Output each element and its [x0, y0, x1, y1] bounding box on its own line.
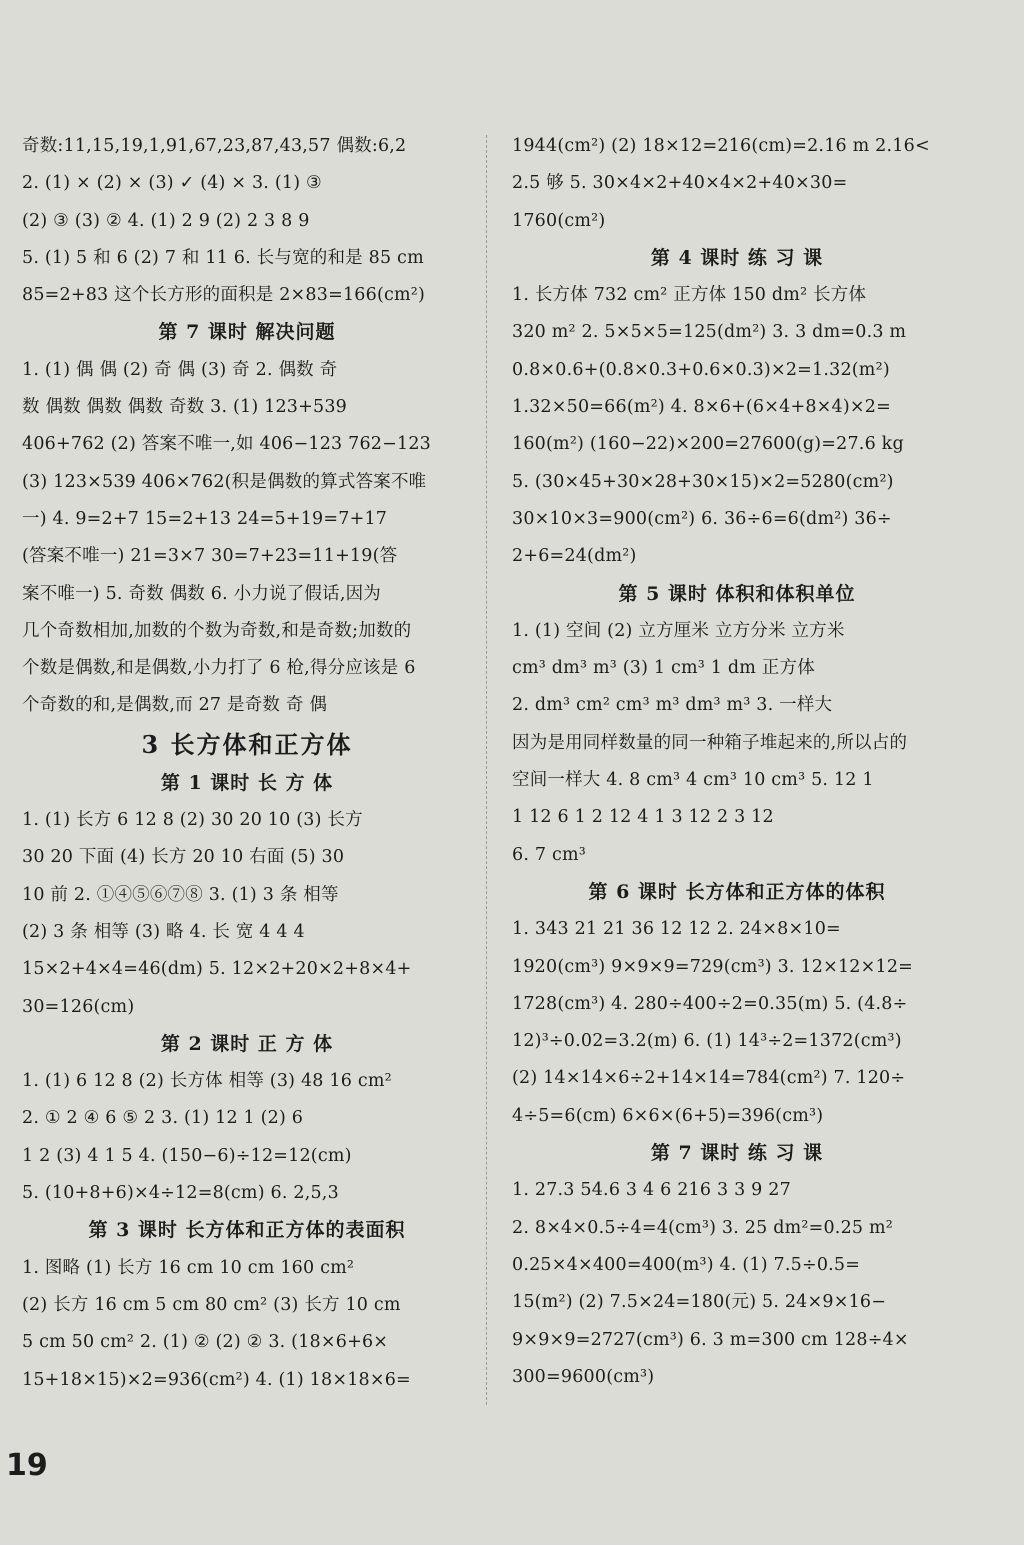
answer-line: (2) 3 条 相等 (3) 略 4. 长 宽 4 4 4: [22, 921, 305, 942]
answer-line: 5 cm 50 cm² 2. (1) ② (2) ② 3. (18×6+6×: [22, 1332, 389, 1353]
answer-line: 1. 343 21 21 36 12 12 2. 24×8×10=: [512, 919, 841, 940]
answer-line: 5. (30×45+30×28+30×15)×2=5280(cm²): [512, 471, 894, 492]
answer-line: 空间一样大 4. 8 cm³ 4 cm³ 10 cm³ 5. 12 1: [512, 770, 874, 791]
right-column: [512, 128, 962, 1396]
answer-line: 1. (1) 6 12 8 (2) 长方体 相等 (3) 48 16 cm²: [22, 1071, 392, 1092]
answer-line: 2. (1) × (2) × (3) ✓ (4) × 3. (1) ③: [22, 173, 322, 194]
answer-line: 15+18×15)×2=936(cm²) 4. (1) 18×18×6=: [22, 1369, 411, 1390]
answer-line: 0.25×4×400=400(m³) 4. (1) 7.5÷0.5=: [512, 1254, 861, 1275]
answer-line: 1. (1) 偶 偶 (2) 奇 偶 (3) 奇 2. 偶数 奇: [22, 359, 338, 380]
answer-line: 30=126(cm): [22, 996, 135, 1017]
answer-line: cm³ dm³ m³ (3) 1 cm³ 1 dm 正方体: [512, 658, 815, 679]
lesson-heading: 第 5 课时 体积和体积单位: [618, 582, 856, 605]
page-number: 19: [6, 1448, 48, 1483]
answer-line: 12)³÷0.02=3.2(m) 6. (1) 14³÷2=1372(cm³): [512, 1031, 902, 1052]
lesson-heading: 第 7 课时 解决问题: [158, 321, 336, 344]
answer-line: 10 前 2. ①④⑤⑥⑦⑧ 3. (1) 3 条 相等: [22, 884, 339, 905]
answer-line: 1 2 (3) 4 1 5 4. (150−6)÷12=12(cm): [22, 1145, 352, 1166]
left-column: [22, 128, 472, 1399]
answer-line: 奇数:11,15,19,1,91,67,23,87,43,57 偶数:6,2: [22, 136, 407, 156]
answer-line: 15(m²) (2) 7.5×24=180(元) 5. 24×9×16−: [512, 1292, 887, 1313]
answer-line: 5. (10+8+6)×4÷12=8(cm) 6. 2,5,3: [22, 1183, 339, 1204]
answer-line: 1. 长方体 732 cm² 正方体 150 dm² 长方体: [512, 285, 867, 306]
answer-line: 30 20 下面 (4) 长方 20 10 右面 (5) 30: [22, 847, 345, 868]
answer-line: 1. (1) 空间 (2) 立方厘米 立方分米 立方米: [512, 620, 845, 641]
lesson-heading: 第 2 课时 正 方 体: [160, 1032, 334, 1055]
answer-line: 1.32×50=66(m²) 4. 8×6+(6×4+8×4)×2=: [512, 397, 891, 418]
lesson-heading: 第 1 课时 长 方 体: [160, 771, 334, 794]
lesson-heading: 第 6 课时 长方体和正方体的体积: [588, 880, 886, 903]
answer-line: 2+6=24(dm²): [512, 546, 637, 567]
answer-line: 2. 8×4×0.5÷4=4(cm³) 3. 25 dm²=0.25 m²: [512, 1217, 894, 1238]
answer-line: 1. 图略 (1) 长方 16 cm 10 cm 160 cm²: [22, 1257, 355, 1278]
answer-line: (2) 长方 16 cm 5 cm 80 cm² (3) 长方 10 cm: [22, 1294, 401, 1315]
column-divider: [486, 135, 487, 1405]
answer-line: 1944(cm²) (2) 18×12=216(cm)=2.16 m 2.16<: [512, 136, 930, 156]
answer-line: 5. (1) 5 和 6 (2) 7 和 11 6. 长与宽的和是 85 cm: [22, 247, 424, 268]
answer-line: 0.8×0.6+(0.8×0.3+0.6×0.3)×2=1.32(m²): [512, 359, 890, 380]
answer-line: 320 m² 2. 5×5×5=125(dm²) 3. 3 dm=0.3 m: [512, 322, 907, 343]
answer-line: 个数是偶数,和是偶数,小力打了 6 枪,得分应该是 6: [22, 658, 416, 679]
answer-line: 160(m²) (160−22)×200=27600(g)=27.6 kg: [512, 434, 904, 455]
answer-line: 2.5 够 5. 30×4×2+40×4×2+40×30=: [512, 173, 848, 194]
answer-line: 1920(cm³) 9×9×9=729(cm³) 3. 12×12×12=: [512, 956, 914, 977]
answer-line: 1. 27.3 54.6 3 4 6 216 3 3 9 27: [512, 1180, 791, 1201]
answer-line: 数 偶数 偶数 偶数 奇数 3. (1) 123+539: [22, 397, 347, 418]
answer-line: (2) 14×14×6÷2+14×14=784(cm²) 7. 120÷: [512, 1068, 906, 1089]
answer-line: 406+762 (2) 答案不唯一,如 406−123 762−123: [22, 434, 432, 455]
answer-line: (答案不唯一) 21=3×7 30=7+23=11+19(答: [22, 546, 398, 567]
answer-line: 15×2+4×4=46(dm) 5. 12×2+20×2+8×4+: [22, 959, 412, 980]
answer-line: 个奇数的和,是偶数,而 27 是奇数 奇 偶: [22, 695, 328, 716]
answer-line: 30×10×3=900(cm²) 6. 36÷6=6(dm²) 36÷: [512, 508, 892, 529]
answer-line: 因为是用同样数量的同一种箱子堆起来的,所以占的: [512, 732, 908, 753]
answer-line: 几个奇数相加,加数的个数为奇数,和是奇数;加数的: [22, 620, 412, 641]
answer-line: 9×9×9=2727(cm³) 6. 3 m=300 cm 128÷4×: [512, 1329, 909, 1350]
answer-line: 300=9600(cm³): [512, 1366, 655, 1387]
lesson-heading: 第 7 课时 练 习 课: [650, 1142, 824, 1165]
answer-line: 案不唯一) 5. 奇数 偶数 6. 小力说了假话,因为: [22, 583, 381, 604]
answer-line: 85=2+83 这个长方形的面积是 2×83=166(cm²): [22, 285, 426, 306]
lesson-heading: 第 3 课时 长方体和正方体的表面积: [88, 1219, 406, 1242]
answer-line: 1 12 6 1 2 12 4 1 3 12 2 3 12: [512, 807, 774, 828]
answer-line: 6. 7 cm³: [512, 844, 586, 865]
answer-line: (2) ③ (3) ② 4. (1) 2 9 (2) 2 3 8 9: [22, 210, 310, 231]
answer-line: 1728(cm³) 4. 280÷400÷2=0.35(m) 5. (4.8÷: [512, 993, 908, 1014]
answer-line: 一) 4. 9=2+7 15=2+13 24=5+19=7+17: [22, 508, 388, 529]
chapter-heading: 3 长方体和正方体: [141, 729, 353, 759]
answer-line: 1. (1) 长方 6 12 8 (2) 30 20 10 (3) 长方: [22, 810, 363, 831]
answer-line: 2. ① 2 ④ 6 ⑤ 2 3. (1) 12 1 (2) 6: [22, 1108, 304, 1129]
lesson-heading: 第 4 课时 练 习 课: [650, 246, 824, 269]
answer-line: (3) 123×539 406×762(积是偶数的算式答案不唯: [22, 471, 427, 492]
answer-line: 4÷5=6(cm) 6×6×(6+5)=396(cm³): [512, 1105, 824, 1126]
answer-line: 1760(cm²): [512, 210, 606, 231]
answer-line: 2. dm³ cm² cm³ m³ dm³ m³ 3. 一样大: [512, 695, 833, 716]
